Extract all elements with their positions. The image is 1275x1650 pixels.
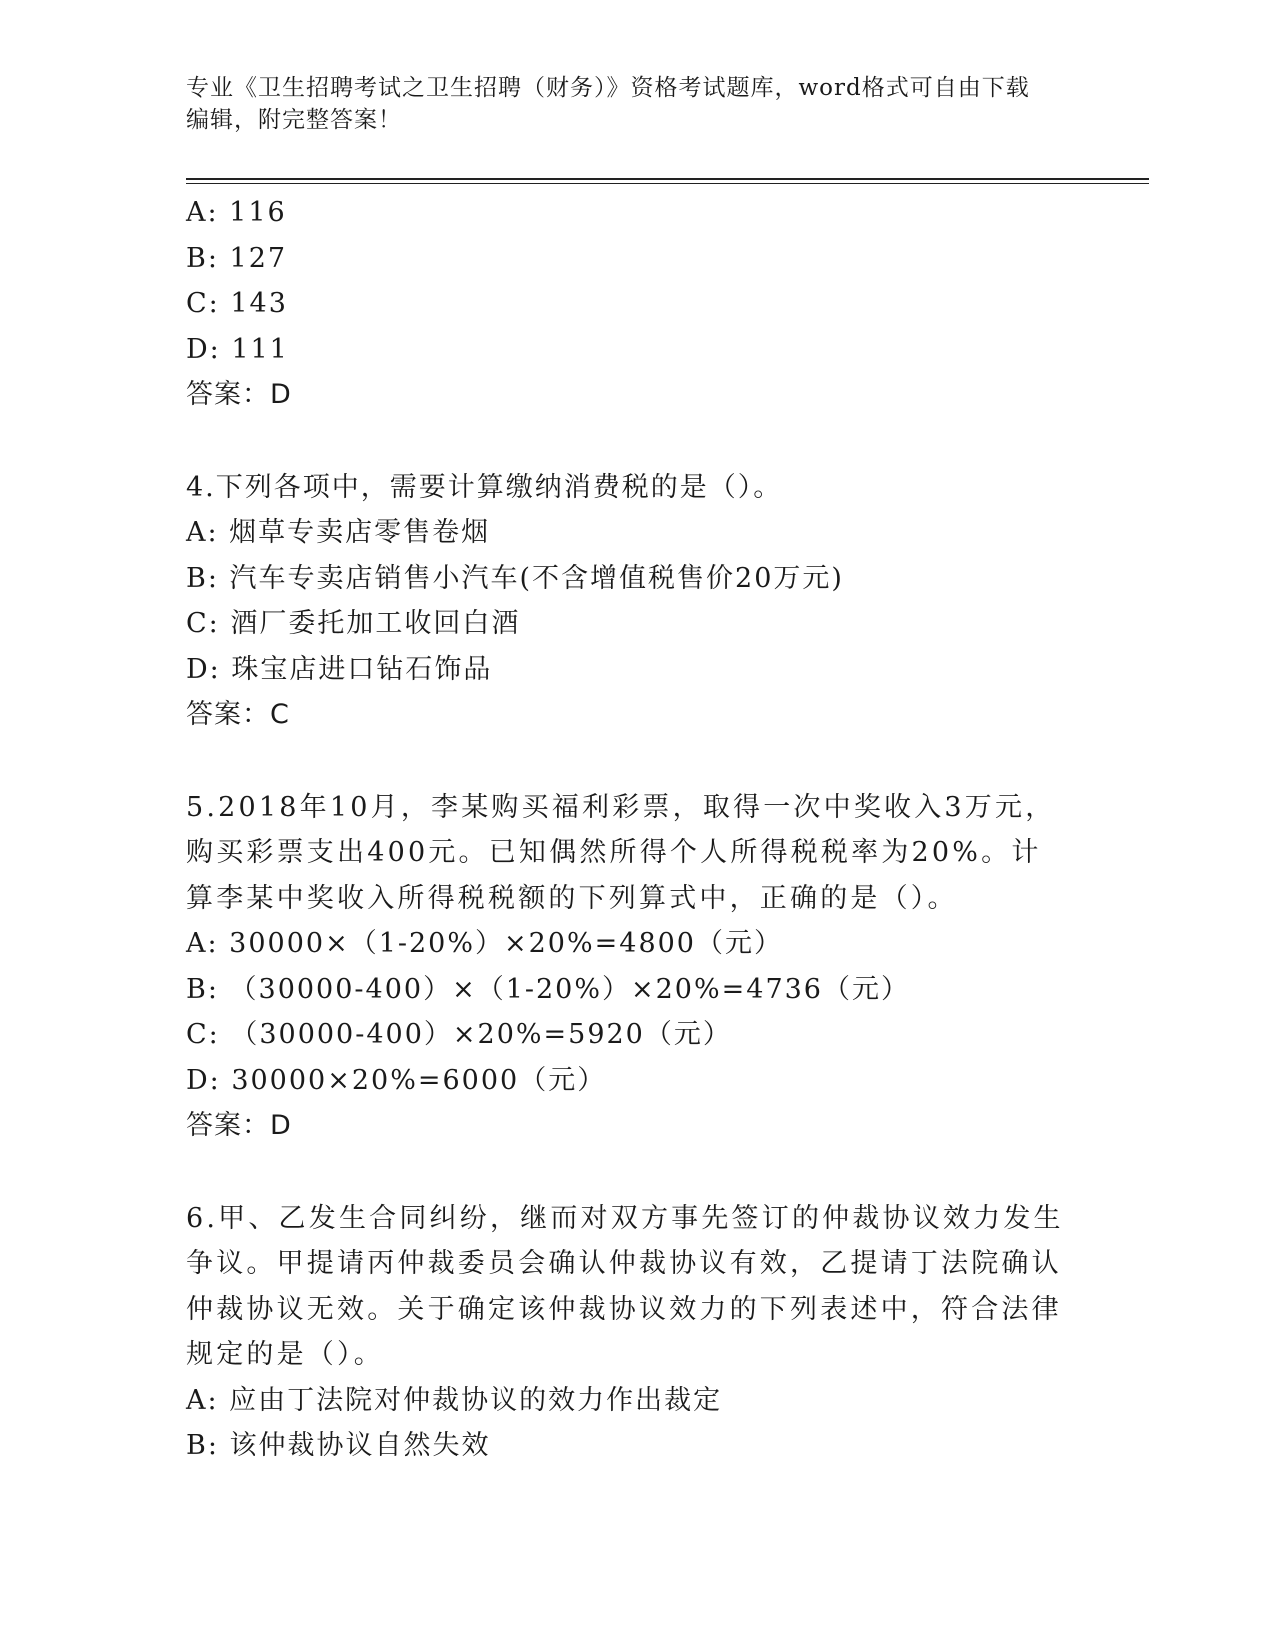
header-rule-thin xyxy=(186,183,1149,184)
option-b: B: 该仲裁协议自然失效 xyxy=(186,1430,491,1461)
question-6 xyxy=(186,1196,1086,1469)
option-b: B: 汽车专卖店销售小汽车(不含增值税售价20万元) xyxy=(186,562,844,594)
header-line-1: 专业《卫生招聘考试之卫生招聘（财务）》资格考试题库，word格式可自由下载 xyxy=(186,75,1030,101)
question-4 xyxy=(186,465,1086,738)
answer-line: 答案：C xyxy=(186,699,290,730)
spacer xyxy=(186,418,1086,465)
option-c: C: （30000-400）×20%=5920（元） xyxy=(186,1019,732,1050)
question-text: 5.2018年10月，李某购买福利彩票，取得一次中奖收入3万元，购买彩票支出400元。已知偶然所得个人所得税税率为20%。计算李某中奖收入所得税税额的下列算式中，正确的是（）。 xyxy=(186,791,1056,914)
question-5 xyxy=(186,785,1086,1149)
answer-line: 答案：D xyxy=(186,379,292,410)
option-a: A: 30000×（1-20%）×20%=4800（元） xyxy=(186,928,783,959)
spacer xyxy=(186,738,1086,785)
option-b: B: 127 xyxy=(186,242,288,274)
question-3 xyxy=(186,190,1086,418)
option-a: A: 116 xyxy=(186,197,287,228)
option-c: C: 酒厂委托加工收回白酒 xyxy=(186,608,521,639)
option-c: C: 143 xyxy=(186,288,288,319)
question-list xyxy=(186,190,1086,1469)
option-b: B: （30000-400）×（1-20%）×20%=4736（元） xyxy=(186,973,910,1005)
option-d: D: 珠宝店进口钻石饰品 xyxy=(186,653,493,685)
spacer xyxy=(186,1149,1086,1196)
option-a: A: 烟草专卖店零售卷烟 xyxy=(186,517,491,548)
question-text: 4.下列各项中，需要计算缴纳消费税的是（）。 xyxy=(186,471,783,503)
option-d: D: 111 xyxy=(186,333,289,365)
document-header xyxy=(186,72,1066,136)
question-text: 6.甲、乙发生合同纠纷，继而对双方事先签订的仲裁协议效力发生争议。甲提请丙仲裁委员会确认仲裁协议有效，乙提请丁法院确认仲裁协议无效。关于确定该仲裁协议效力的下列表述中，符合法律规定的是（）。 xyxy=(186,1202,1064,1370)
option-a: A: 应由丁法院对仲裁协议的效力作出裁定 xyxy=(186,1384,723,1416)
option-d: D: 30000×20%=6000（元） xyxy=(186,1064,607,1096)
header-rule-thick xyxy=(186,178,1149,180)
answer-line: 答案：D xyxy=(186,1110,292,1141)
header-line-2: 编辑，附完整答案！ xyxy=(186,107,402,133)
